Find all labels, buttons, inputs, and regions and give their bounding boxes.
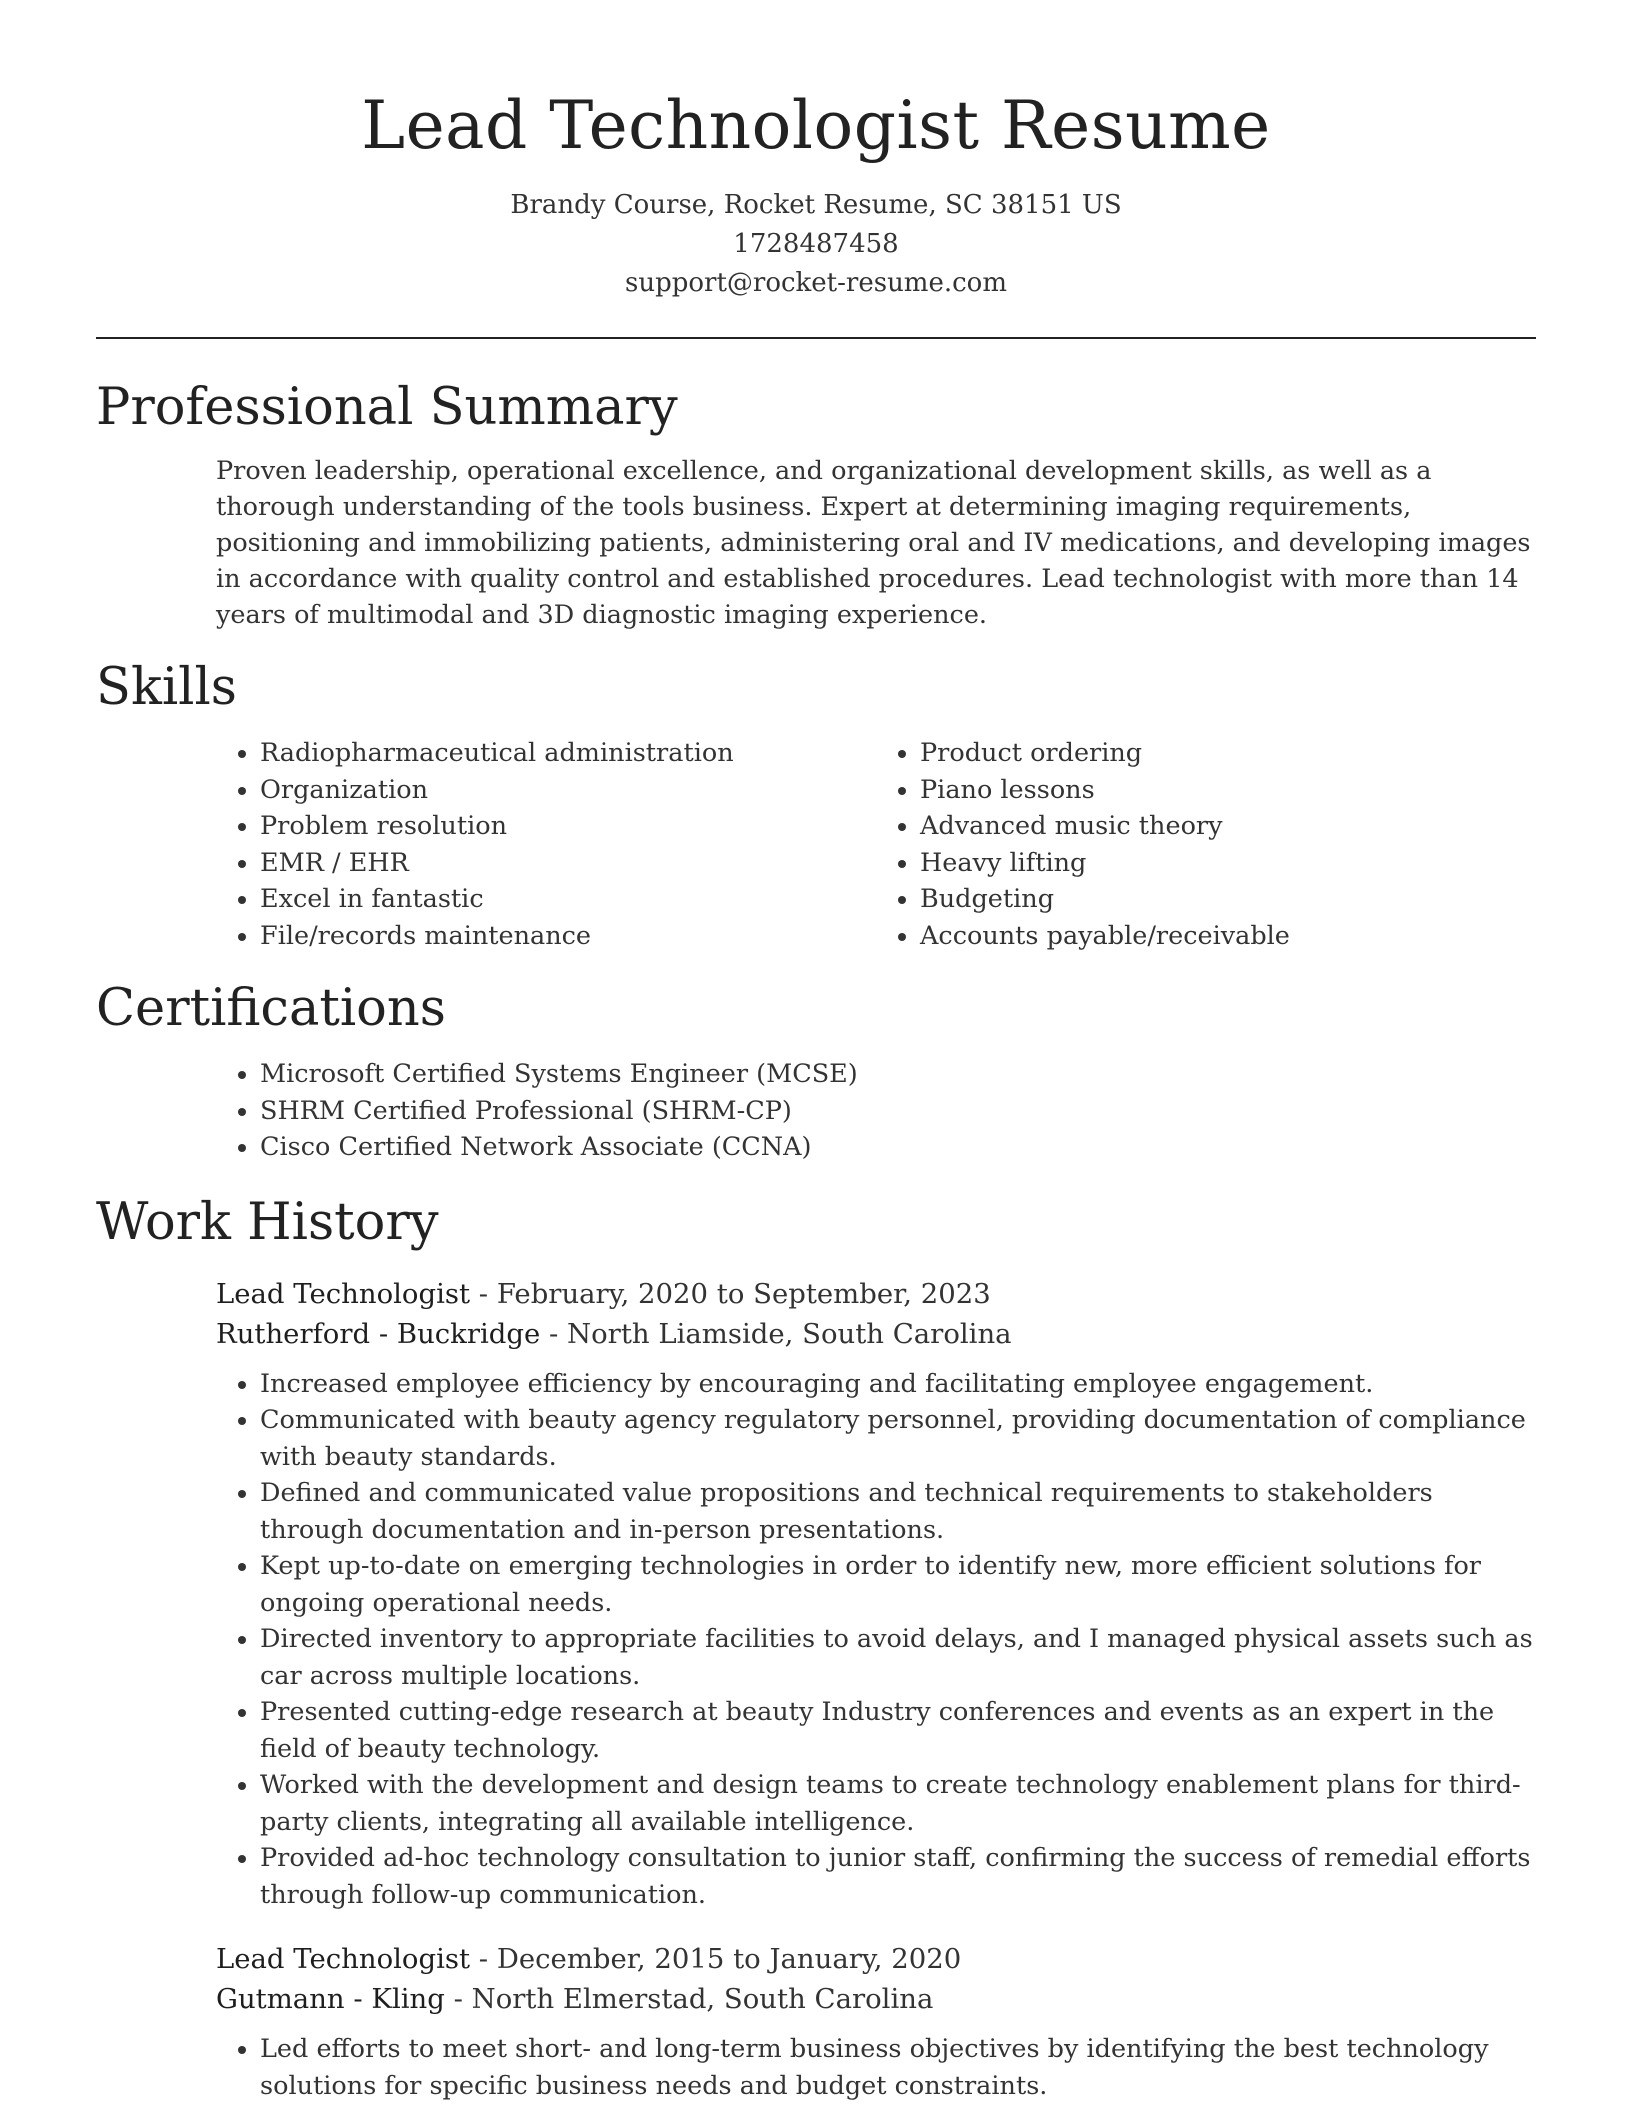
job-title-line [216, 1939, 1536, 1979]
contact-block [96, 186, 1536, 303]
job-title-line [216, 1274, 1536, 1314]
header-divider [96, 337, 1536, 339]
job-entry [216, 1939, 1536, 2104]
duty-item: • Worked with the development and design teams to create technology enablement plans for third-party clients, integrating all available intelligence. [260, 1767, 1536, 1840]
certifications-list [216, 1056, 1536, 1166]
job-dates: - February, 2020 to September, 2023 [470, 1277, 991, 1310]
certification-item: • Microsoft Certified Systems Engineer (MCSE) [260, 1056, 1536, 1093]
job-location: - North Elmerstad, South Carolina [444, 1983, 934, 2015]
skill-item: • Accounts payable/receivable [920, 918, 1536, 955]
job-company: Gutmann - Kling [216, 1983, 445, 2015]
skills-heading: Skills [96, 658, 237, 717]
job-duties [216, 1366, 1536, 1914]
summary-text: Proven leadership, operational excellence, and organizational development skills, as well as a thorough understanding of the tools business. Expert at determining imaging requirements, positioning and immobilizing patients, administering oral and IV medications, and developing images in accordance with quality control and established procedures. Lead technologist with more than 14 years of multimodal and 3D diagnostic imaging experience. [216, 456, 1531, 630]
job-location: - North Liamside, South Carolina [540, 1317, 1012, 1350]
contact-email: support@rocket-resume.com [624, 268, 1007, 298]
work-history-heading: Work History [96, 1192, 439, 1252]
duty-item: • Led efforts to meet short- and long-term business objectives by identifying the best technology solutions for specific business needs and budget constraints. [260, 2031, 1536, 2104]
duty-item: • Provided ad-hoc technology consultation to junior staff, confirming the success of remedial efforts through follow-up communication. [260, 1840, 1536, 1913]
contact-address: Brandy Course, Rocket Resume, SC 38151 US [510, 190, 1122, 220]
skill-item: • Advanced music theory [920, 808, 1536, 845]
duty-item: • Presented cutting-edge research at beauty Industry conferences and events as an expert in the field of beauty technology. [260, 1694, 1536, 1767]
duty-item: • Defined and communicated value propositions and technical requirements to stakeholders through documentation and in-person presentations. [260, 1475, 1536, 1548]
skill-item: • Product ordering [920, 735, 1536, 772]
duty-item: • Increased employee efficiency by encouraging and facilitating employee engagement. [260, 1366, 1536, 1403]
skill-item: • Organization [260, 772, 876, 809]
duty-item: • Kept up-to-date on emerging technologies in order to identify new, more efficient solutions for ongoing operational needs. [260, 1548, 1536, 1621]
job-company-line [216, 1314, 1536, 1354]
resume-page [96, 0, 1536, 2104]
skill-item: • File/records maintenance [260, 918, 876, 955]
certification-item: • Cisco Certified Network Associate (CCNA) [260, 1129, 1536, 1166]
job-entry [216, 1274, 1536, 1914]
skill-item: • Heavy lifting [920, 845, 1536, 882]
job-duties [216, 2031, 1536, 2104]
certification-item: • SHRM Certified Professional (SHRM-CP) [260, 1093, 1536, 1130]
skill-item: • EMR / EHR [260, 845, 876, 882]
skills-column-left [216, 735, 876, 954]
skills-grid [216, 735, 1536, 954]
skills-column-right [876, 735, 1536, 954]
duty-item: • Directed inventory to appropriate facilities to avoid delays, and I managed physical assets such as car across multiple locations. [260, 1621, 1536, 1694]
summary-heading: Professional Summary [96, 378, 678, 437]
job-title: Lead Technologist [216, 1277, 471, 1310]
job-title: Lead Technologist [216, 1943, 471, 1975]
skill-item: • Excel in fantastic [260, 881, 876, 918]
skill-item: • Problem resolution [260, 808, 876, 845]
duty-item: • Communicated with beauty agency regulatory personnel, providing documentation of compliance with beauty standards. [260, 1402, 1536, 1475]
skill-item: • Radiopharmaceutical administration [260, 735, 876, 772]
job-company-line [216, 1979, 1536, 2019]
skill-item: • Piano lessons [920, 772, 1536, 809]
resume-title: Lead Technologist Resume [361, 87, 1271, 164]
job-company: Rutherford - Buckridge [216, 1317, 541, 1350]
job-dates: - December, 2015 to January, 2020 [470, 1943, 962, 1975]
certifications-heading: Certifications [96, 979, 446, 1038]
contact-phone: 1728487458 [733, 229, 899, 259]
skill-item: • Budgeting [920, 881, 1536, 918]
